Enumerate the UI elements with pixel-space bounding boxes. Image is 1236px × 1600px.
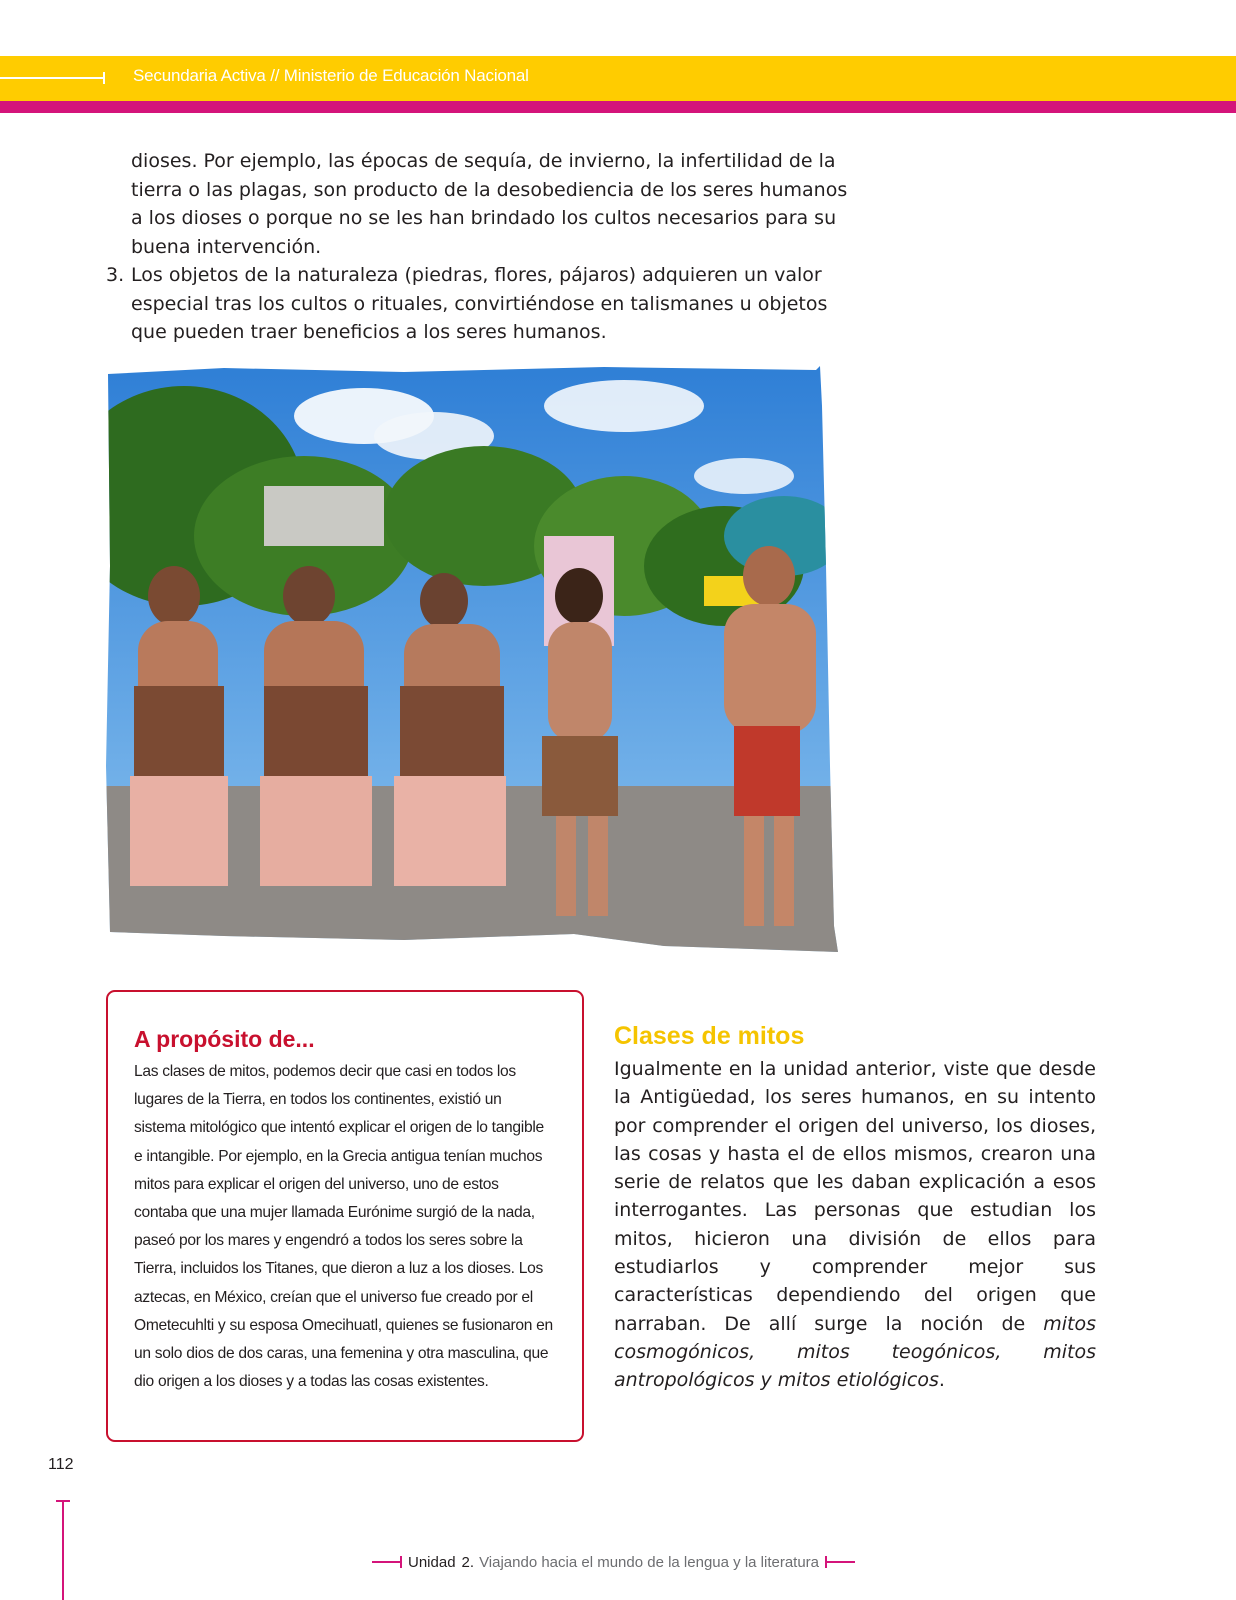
sidebar-box — [106, 990, 584, 1442]
list-item-text: Los objetos de la naturaleza (piedras, flores, pájaros) adquieren un valor especial tras los cultos o rituales, convirtiéndose en talismanes u objetos que pueden traer beneficios a los seres humanos. — [131, 264, 828, 343]
footer-unit-number: 2. — [461, 1553, 475, 1571]
header-rule — [0, 77, 104, 79]
sidebar-title: A propósito de... — [134, 1026, 315, 1052]
section-title: Clases de mitos — [614, 1022, 805, 1050]
section-text-italic: mitos cosmogónicos, mitos teogónicos, mitos antropológicos y mitos etiológicos — [614, 1312, 1096, 1392]
section-text-end: . — [938, 1369, 945, 1392]
footer-rule-right — [825, 1561, 855, 1563]
footer-unit-label: Unidad — [408, 1553, 456, 1571]
section-text — [614, 1055, 1096, 1395]
header-accent-stripe — [0, 101, 1236, 113]
page-number: 112 — [48, 1456, 74, 1473]
left-margin-rule — [62, 1500, 64, 1600]
list-item-number: 3. — [106, 264, 125, 286]
sidebar-text: Las clases de mitos, podemos decir que casi en todos los lugares de la Tierra, en todos los continentes, existió un sistema mitológico que intentó explicar el origen de lo tangible e intangible. Por ejemplo, en la Grecia antigua tenían muchos mitos para explicar el origen del universo, uno de estos contaba que una mujer llamada Eurónime surgió de la nada, paseó por los mares y engendró a todos los seres sobre la Tierra, incluidos los Titanes, que dieron a luz a los dioses. Los aztecas, en México, creían que el universo fue creado por el Ometecuhlti y su esposa Omecihuatl, quienes se fusionaron en un solo dios de dos caras, una femenina y otra masculina, que dio origen a los dioses y a todas las cosas existentes. — [134, 1063, 553, 1391]
header-rule-tick — [103, 72, 105, 84]
footer-rule-left — [372, 1561, 402, 1563]
top-body-text — [106, 147, 851, 347]
list-item-3 — [106, 261, 851, 347]
header-title: Secundaria Activa // Ministerio de Educación Nacional — [133, 66, 529, 85]
footer — [372, 1550, 855, 1574]
continuation-paragraph: dioses. Por ejemplo, las épocas de sequía, de invierno, la infertilidad de la tierra o las plagas, son producto de la desobediencia de los seres humanos a los dioses o porque no se les han brindado los cultos necesarios para su buena intervención. — [131, 150, 848, 258]
section-text-plain: Igualmente en la unidad anterior, viste que desde la Antigüedad, los seres humanos, en su intento por comprender el origen del universo, los dioses, las cosas y hasta el de ellos mismos, crearon una serie de relatos que les daban explicación a esos interrogantes. Las personas que estudian los mitos, hicieron una división de ellos para estudiarlos y comprender mejor sus características dependiendo del origen que narraban. De allí surge la noción de — [614, 1058, 1096, 1335]
photo-indigenous-dancers — [104, 366, 854, 952]
photo-illustration — [104, 366, 854, 952]
footer-unit-title: Viajando hacia el mundo de la lengua y la literatura — [479, 1553, 820, 1571]
